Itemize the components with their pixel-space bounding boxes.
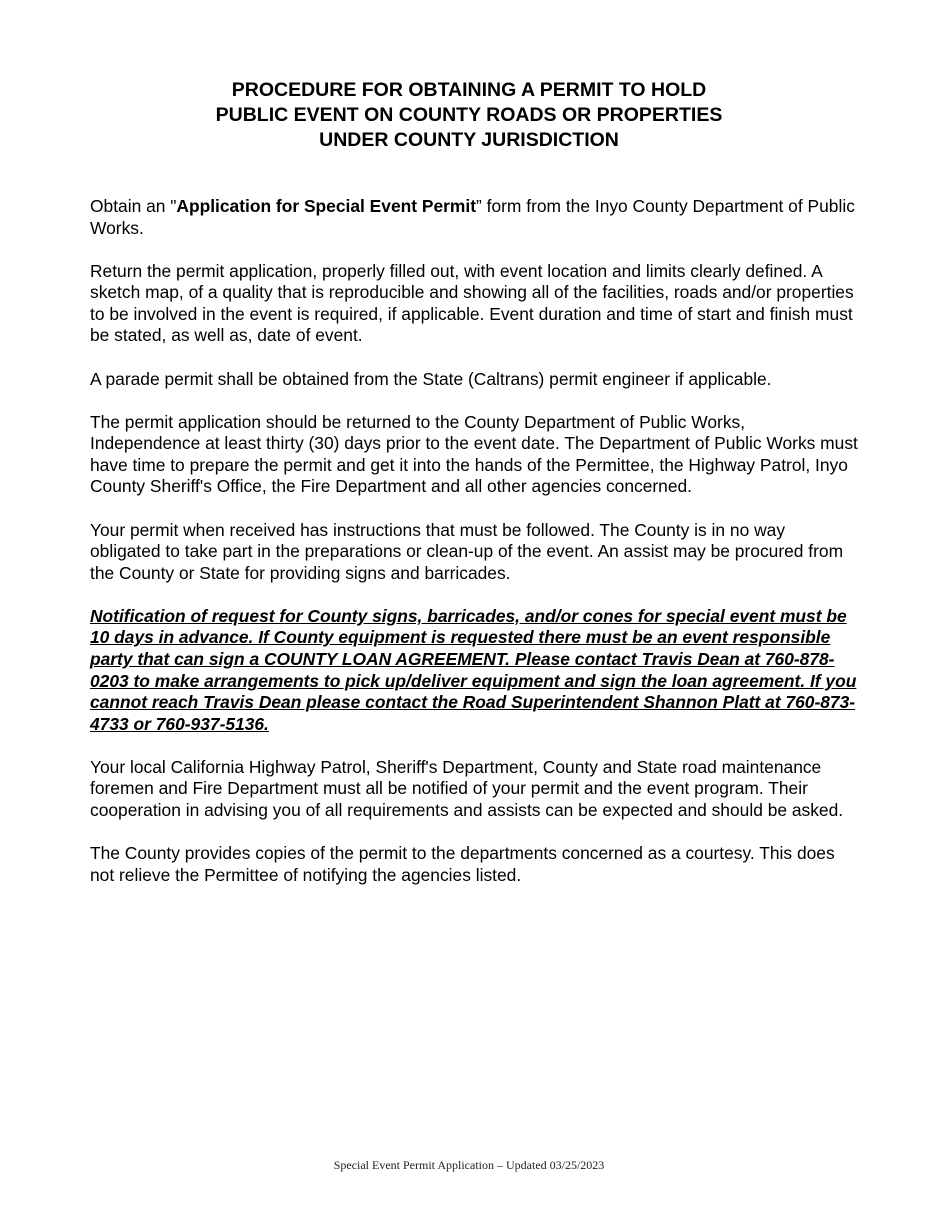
page-footer: Special Event Permit Application – Updated 03/25/2023 xyxy=(333,1158,605,1172)
paragraph-permit-instructions: Your permit when received has instructions that must be followed. The County is in no way obligated to take part in the preparations or clean-up of the event. An assist may be procured from the County or State for providing signs and barricades. xyxy=(90,519,844,583)
paragraph-submission-deadline: The permit application should be returned to the County Department of Public Works, Independence at least thirty (30) days prior to the event date. The Department of Public Works must have time to prepare the permit and get it into the hands of the Permittee, the Highway Patrol, Inyo County Sheriff's Office, the Fire Department and all other agencies concerned. xyxy=(90,411,858,497)
paragraph-obtain-application xyxy=(90,196,860,239)
p1-before: Obtain an " xyxy=(90,196,177,216)
application-form-name: Application for Special Event Permit xyxy=(176,196,476,216)
paragraph-agency-notification: Your local California Highway Patrol, Sheriff's Department, County and State road maintenance foremen and Fire Department must all be notified of your permit and the event program. Their cooperation in advising you of all requirements and assists can be expected and should be asked. xyxy=(90,756,844,821)
title-line-2: PUBLIC EVENT ON COUNTY ROADS OR PROPERTIES xyxy=(215,104,723,126)
paragraph-courtesy-copies: The County provides copies of the permit to the departments concerned as a courtesy. This does not relieve the Permittee of notifying the agencies listed. xyxy=(90,843,835,885)
paragraph-return-application: Return the permit application, properly filled out, with event location and limits clearly defined. A sketch map, of a quality that is reproducible and showing all of the facilities, roads and/or properties to be involved in the event is required, if applicable. Event duration and time of start and finish must be stated, as well as, date of event. xyxy=(90,260,854,346)
page-title xyxy=(0,78,938,153)
title-line-3: UNDER COUNTY JURISDICTION xyxy=(319,129,619,151)
title-line-1: PROCEDURE FOR OBTAINING A PERMIT TO HOLD xyxy=(231,79,707,101)
paragraph-parade-permit: A parade permit shall be obtained from the State (Caltrans) permit engineer if applicable. xyxy=(90,368,772,389)
p1-after: ” form from the Inyo County Department of Public Works. xyxy=(90,196,855,238)
equipment-notice: Notification of request for County signs, barricades, and/or cones for special event must be 10 days in advance. If County equipment is requested there must be an event responsible party that can sign a COUNTY LOAN AGREEMENT. Please contact Travis Dean at 760-878-0203 to make arrangements to pick up/deliver equipment and sign the loan agreement. If you cannot reach Travis Dean please contact the Road Superintendent Shannon Platt at 760-873-4733 or 760-937-5136. xyxy=(90,605,857,734)
document-body xyxy=(90,196,860,908)
